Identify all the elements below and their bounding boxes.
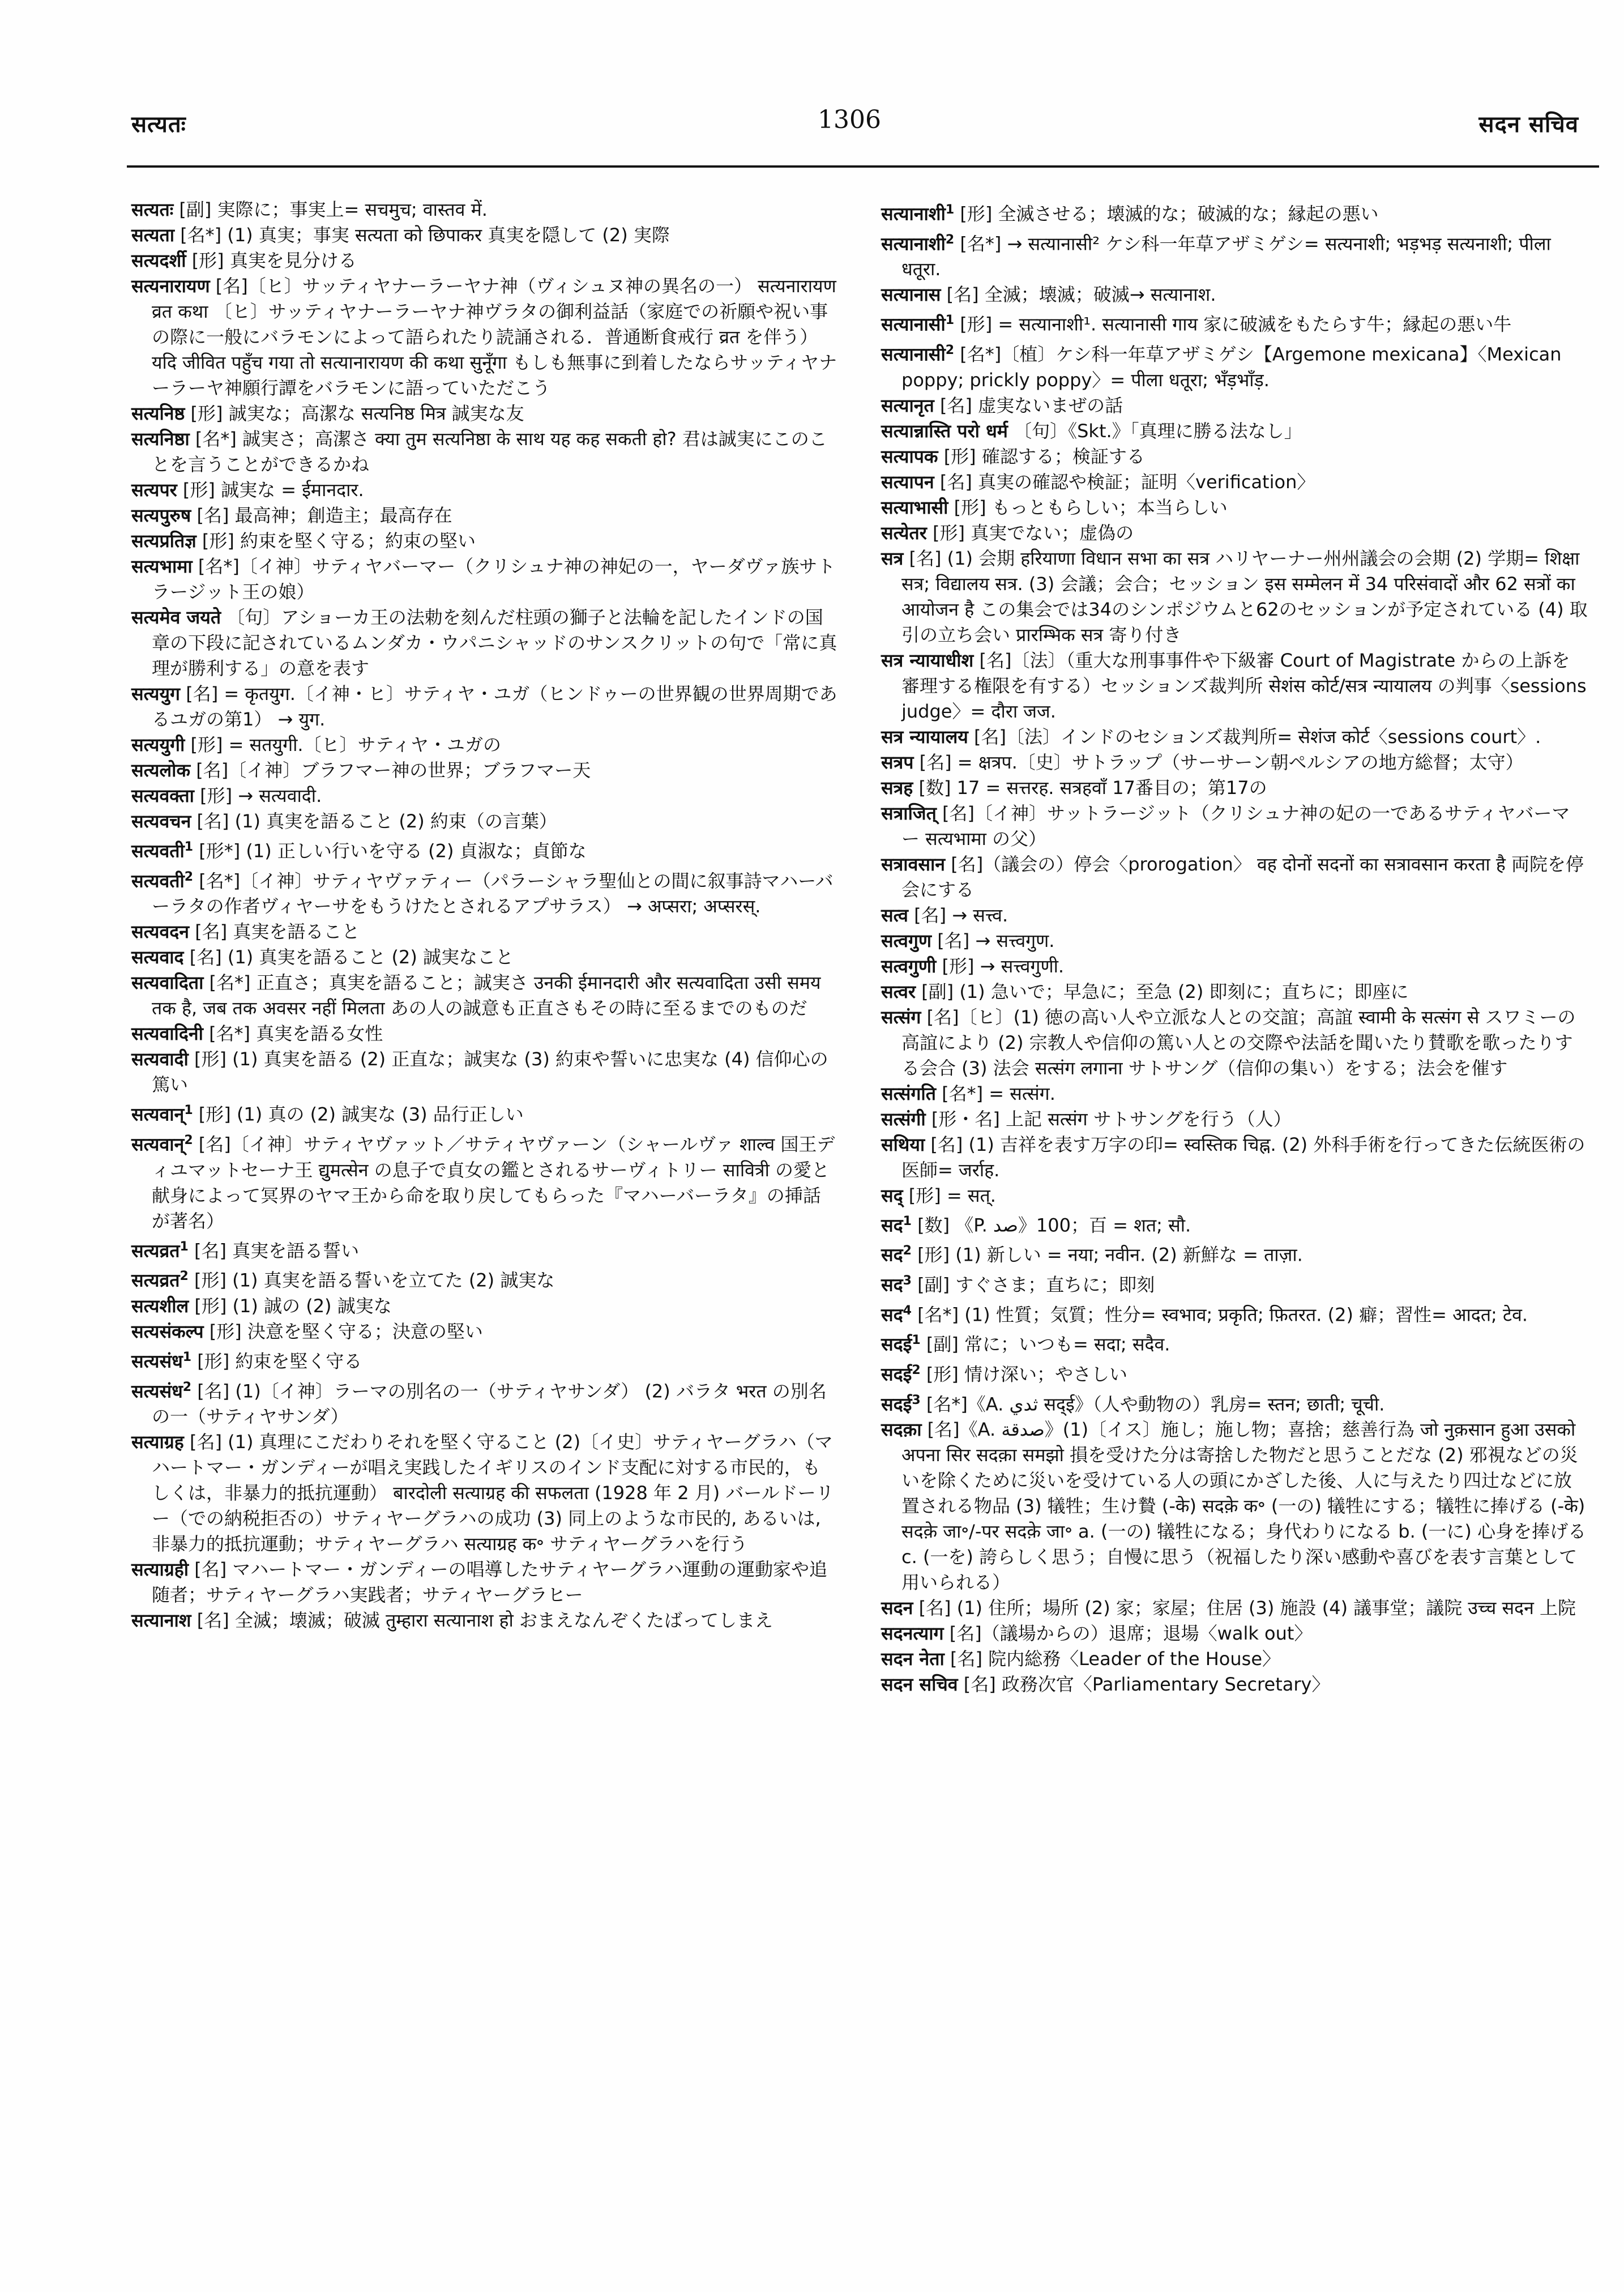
dictionary-entry [881, 775, 1588, 801]
headword: सत्यानासी [881, 313, 946, 335]
entry-body: [形] もっともらしい；本当らしい [948, 496, 1228, 518]
dictionary-entry [131, 223, 838, 248]
entry-body: [名*] (1) 真実；事実 सत्यता को छिपाकर 真実を隠して (2) 実際 [174, 224, 670, 246]
headword: सदन नेता [881, 1648, 945, 1670]
headword: सत्यप्रतिज्ञ [131, 530, 196, 552]
dictionary-entry [881, 338, 1588, 393]
entry-body: [形・名] 上記 सत्संग サトサングを行う（人） [925, 1108, 1292, 1130]
dictionary-entry [881, 1621, 1588, 1646]
dictionary-entry [131, 1429, 838, 1557]
headword: सत्यवादिनी [131, 1023, 203, 1045]
headword: सत्यभामा [131, 556, 193, 577]
headword: सत्यवती [131, 870, 185, 892]
entry-body: [副] 常に；いつも= सदा; सदैव. [920, 1333, 1170, 1355]
headword: सत्संगति [881, 1082, 936, 1104]
headword: सत्रावसान [881, 853, 946, 875]
headword: सत्वगुण [881, 929, 932, 951]
dictionary-entry [131, 681, 838, 732]
headword-superscript: 2 [903, 1244, 912, 1258]
dictionary-entry [881, 1328, 1588, 1358]
page-content [131, 197, 1588, 1697]
headword: सत्यनारायण [131, 275, 210, 297]
dictionary-entry [881, 1132, 1588, 1183]
dictionary-entry [131, 1264, 838, 1294]
headword: सत्संगी [881, 1108, 926, 1130]
dictionary-entry [131, 1319, 838, 1345]
headword: सत्यसंध [131, 1350, 183, 1372]
left-column [131, 197, 838, 1697]
headword-superscript: 2 [912, 1363, 921, 1377]
dictionary-entry [131, 1098, 838, 1128]
entry-body: [名] 全滅；壊滅；破滅→ सत्यानाश. [941, 284, 1216, 306]
dictionary-entry [881, 197, 1588, 227]
dictionary-entry [131, 197, 838, 223]
headword: सत्रह [881, 776, 913, 799]
headword: सदन सचिव [881, 1674, 958, 1696]
entry-body: [名]〔法〕（重大な刑事事件や下級審 Court of Magistrate からの上訴を審理する権限を有する）セッションズ裁判所 सेशंस कोर्ट/सत्र न्यायालय の判事〈sessions judge〉= दौरा जज. [901, 649, 1587, 722]
dictionary-entry [881, 852, 1588, 903]
headword: सदन [881, 1597, 913, 1619]
dictionary-entry [131, 1375, 838, 1430]
entry-body: [副] すぐさま；直ちに；即刻 [911, 1274, 1155, 1296]
dictionary-entry [131, 970, 838, 1021]
headword: सत्ययुगी [131, 734, 185, 756]
entry-body: [名*]〔イ神〕サティヤバーマー（クリシュナ神の神妃の一，ヤーダヴァ族サトラージット王の娘） [152, 556, 836, 603]
entry-body: [形] (1) 真実を語る誓いを立てた (2) 誠実な [188, 1269, 555, 1291]
headword-superscript: 2 [180, 1269, 189, 1284]
entry-body: [形] → सत्यवादी. [194, 785, 322, 806]
entry-body: [名]〔ヒ〕(1) 徳の高い人や立派な人との交誼；高誼 स्वामी के सत्संग से スワミーの高誼により (2) 宗教人や信仰の篤い人との交際や法話を聞いたり賛歌を歌ったりする会合 (3) 法会 सत्संग लगाना サトサング（信仰の集い）をする；法会を催す [901, 1006, 1576, 1079]
running-head-right: सदन सचिव [1478, 112, 1579, 138]
headword: सत्याग्रह [131, 1431, 184, 1453]
entry-body: [名] (1) 真実を語ること (2) 約束（の言葉） [191, 810, 557, 832]
entry-body: [名] → सत्त्वगुण. [931, 929, 1055, 951]
entry-body: [名]〔ヒ〕サッティヤナーラーヤナ神（ヴィシュヌ神の異名の一） सत्यनारायण व्रत कथा 〔ヒ〕サッティヤナーラーヤナ神ヴラタの御利益話（家庭での祈願や祝い事の際に一般にバラモンによって語られたり読誦される．普通断食戒行 व्रत を伴う） यदि जीवित पहुँच गया तो सत्यानारायण की कथा सुनूँगा もしも無事に到着したならサッティヤナーラーヤ神願行譚をバラモンに語っていただこう [152, 275, 837, 399]
entry-body: [形*] (1) 正しい行いを守る (2) 貞淑な；貞節な [193, 840, 587, 862]
entry-body: [名]〔法〕インドのセションズ裁判所= सेशंज कोर्ट〈sessions court〉. [968, 725, 1541, 748]
dictionary-entry [131, 919, 838, 945]
headword: सत्व [881, 904, 908, 926]
entry-body: [形] = सत्यानाशी¹. सत्यानासी गाय 家に破滅をもたらす牛；縁起の悪い牛 [954, 313, 1512, 335]
dictionary-entry [131, 945, 838, 970]
entry-body: [数] 《P. صد》100；百 = शत; सौ. [911, 1214, 1191, 1236]
headword: सत्यानासी [881, 343, 946, 365]
headword: सत्वर [881, 980, 916, 1002]
dictionary-entry [881, 1107, 1588, 1132]
headword: सत्यता [131, 224, 175, 246]
headword-superscript: 1 [912, 1333, 921, 1348]
dictionary-entry [881, 1646, 1588, 1672]
dictionary-entry [881, 1595, 1588, 1621]
dictionary-entry [131, 274, 838, 401]
dictionary-entry [881, 546, 1588, 648]
dictionary-entry [131, 477, 838, 503]
entry-body: [名] 最高神；創造主；最高存在 [191, 505, 452, 526]
headword: सद् [881, 1184, 903, 1206]
headword: सत्यवचन [131, 810, 191, 832]
headword: सद [881, 1244, 903, 1266]
headword: सत्राजित् [881, 802, 937, 824]
dictionary-entry [131, 401, 838, 426]
dictionary-entry [131, 783, 838, 809]
headword: सत्यापक [881, 445, 938, 467]
entry-body: [名] (1) 真実を語ること (2) 誠実なこと [183, 946, 514, 968]
dictionary-entry [881, 444, 1588, 470]
headword: सत्यवान् [131, 1103, 185, 1125]
dictionary-entry [881, 470, 1588, 495]
headword: सत्संग [881, 1006, 921, 1028]
headword: सत्यानाशी [881, 203, 946, 225]
headword: सत्यान्नास्ति परो धर्म [881, 420, 1008, 442]
entry-body: [名] (1) 真理にこだわりそれを堅く守ること (2)〔イ史〕サティヤーグラハ（マハートマー・ガンディーが唱え実践したイギリスのインド支配に対する市民的，もしくは，非暴力的抵抗運動） बारदोली सत्याग्रह की सफलता (1928 年 2 月) バールドーリー（での納税拒否の）サティヤーグラハの成功 (3) 同上のような市民的, あるいは, 非暴力的抵抗運動；サティヤーグラハ सत्याग्रह क॰ サティヤーグラハを行う [152, 1431, 834, 1555]
headword: सत्यलोक [131, 759, 191, 781]
dictionary-entry [131, 554, 838, 605]
headword: सत्याग्रही [131, 1559, 189, 1581]
entry-body: [形] (1) 真の (2) 誠実な (3) 品行正しい [193, 1103, 524, 1125]
entry-body: [名] 院内総務〈Leader of the House〉 [944, 1648, 1281, 1670]
entry-body: [名*] = सत्संग. [935, 1082, 1055, 1104]
headword: सत्यवान् [131, 1133, 185, 1155]
entry-body: [名*] (1) 性質；気質；性分= स्वभाव; प्रकृति; फ़ितरत. (2) 癖；習性= आदत; टेव. [911, 1304, 1528, 1326]
headword: सत्यनिष्ठा [131, 428, 190, 450]
entry-body: [名] (1) 住所；場所 (2) 家；家屋；住居 (3) 施設 (4) 議事堂；議院 उच्च सदन 上院 [913, 1597, 1576, 1619]
dictionary-entry [131, 503, 838, 528]
entry-body: [副] 実際に；事実上= सचमुच; वास्तव में. [173, 199, 488, 220]
entry-body: [形] → सत्त्वगुणी. [936, 955, 1065, 977]
dictionary-entry [881, 750, 1588, 775]
headword: सत्यवादिता [131, 972, 204, 994]
headword: सत्र [881, 547, 904, 569]
dictionary-entry [131, 248, 838, 274]
dictionary-entry [881, 801, 1588, 852]
headword: सत्यानास [881, 284, 941, 306]
dictionary-entry [881, 954, 1588, 979]
headword: सत्वगुणी [881, 955, 937, 977]
headword: सत्यनिष्ठ [131, 403, 185, 424]
entry-body: [形] 確認する；検証する [938, 445, 1145, 467]
dictionary-entry [881, 1209, 1588, 1239]
headword: सत्याभासी [881, 496, 948, 518]
headword: सत्यवती [131, 840, 185, 862]
dictionary-entry [131, 864, 838, 920]
dictionary-entry [881, 724, 1588, 750]
dictionary-entry [881, 419, 1588, 444]
entry-body: [形] 誠実な；高潔な सत्यनिष्ठ मित्र 誠実な友 [185, 403, 524, 424]
headword: सदई [881, 1333, 912, 1355]
dictionary-entry [881, 1417, 1588, 1595]
dictionary-entry [881, 227, 1588, 283]
headword-superscript: 2 [945, 343, 955, 357]
entry-body: [名] 真実の確認や検証；証明〈verification〉 [934, 471, 1315, 493]
entry-body: [名] 真実を語る誓い [188, 1240, 360, 1262]
right-column [881, 197, 1588, 1697]
headword: सत्यानाशी [881, 233, 946, 255]
dictionary-entry [881, 1358, 1588, 1388]
entry-body: [名*] 正直さ；真実を語ること；誠実さ उनकी ईमानदारी और सत्यवादिता उसी समय तक है, जब तक अवसर नहीं मिलता あの人の誠意も正直さもその時に至るまでのものだ [152, 972, 821, 1019]
headword-superscript: 2 [945, 232, 955, 247]
entry-body: [形] (1) 誠の (2) 誠実な [189, 1295, 392, 1317]
headword-superscript: 1 [945, 203, 955, 217]
dictionary-entry [131, 1294, 838, 1319]
entry-body: [名] 全滅；壊滅；破滅 तुम्हारा सत्यानाश हो おまえなんぞくたばってしまえ [191, 1610, 773, 1632]
entry-body: [名] (1) 会期 हरियाणा विधान सभा का सत्र ハリヤーナー州州議会の会期 (2) 学期= शिक्षा सत्र; विद्यालय सत्र. (3) 会議；会合；セッション इस सम्मेलन में 34 परिसंवादों और 62 सत्रों का आयोजन है この集会では34のシンポジウムと62のセッションが予定されている (4) 取引の立ち会い प्रारम्भिक सत्र 寄り付き [901, 547, 1588, 646]
headword: सत्रप [881, 751, 914, 773]
dictionary-entry [881, 1005, 1588, 1081]
entry-body: [名] → सत्त्व. [908, 904, 1008, 926]
entry-body: [名] = क्षत्रप.〔史〕サトラップ（サーサーン朝ペルシアの地方総督；太守） [913, 751, 1524, 773]
headword: सत्यव्रत [131, 1240, 180, 1262]
headword: सत्यदर्शी [131, 250, 186, 271]
entry-body: [名]〔イ神〕サットラージット（クリシュナ神の妃の一であるサティヤバーマー सत्यभामा の父） [901, 802, 1570, 850]
entry-body: [名*] → सत्यानासी² ケシ科一年草アザミゲシ= सत्यनाशी; भड़भड़ सत्यनाशी; पीला धतूरा. [901, 233, 1551, 280]
dictionary-entry [131, 605, 838, 681]
headword: सदई [881, 1363, 912, 1385]
entry-body: [名*]《A. ثدي सद्ई》（人や動物の）乳房= स्तन; छाती; चूची. [920, 1393, 1385, 1415]
headword: सत्यपुरुष [131, 505, 191, 526]
dictionary-entry [131, 426, 838, 477]
entry-body: [名]（議場からの）退席；退場〈walk out〉 [943, 1623, 1313, 1645]
entry-body: 〔句〕《Skt.》「真理に勝る法なし」 [1007, 420, 1302, 442]
headword: सथिया [881, 1133, 925, 1155]
headword: सदई [881, 1393, 912, 1415]
entry-body: [名] (1)〔イ神〕ラーマの別名の一（サティヤサンダ） (2) バラタ भरत の別名の一（サティヤサンダ） [152, 1380, 827, 1428]
entry-body: [形] 真実でない；虚偽の [926, 522, 1134, 544]
dictionary-entry [881, 648, 1588, 724]
headword: सत्र न्यायालय [881, 725, 968, 748]
headword-superscript: 2 [182, 1380, 192, 1394]
dictionary-entry [131, 1047, 838, 1098]
entry-body: [名] マハートマー・ガンディーの唱導したサティヤーグラハ運動の運動家や追随者；サティヤーグラハ実践者；サティヤーグラヒー [152, 1559, 827, 1606]
headword: सत्यसंकल्प [131, 1320, 204, 1342]
headword-superscript: 3 [903, 1273, 912, 1288]
entry-body: 〔句〕アショーカ王の法勅を刻んだ柱頭の獅子と法輪を記したインドの国章の下段に記されているムンダカ・ウパニシャッドのサンスクリットの句で「常に真理が勝利する」の意を表す [152, 607, 837, 679]
headword: सद [881, 1214, 903, 1236]
dictionary-entry [131, 732, 838, 758]
dictionary-entry [881, 928, 1588, 954]
headword: सत्यवादी [131, 1048, 189, 1070]
headword: सत्यापन [881, 471, 934, 493]
entry-body: [数] 17 = सत्तरह. सत्रहवाँ 17番目の；第17の [913, 776, 1267, 799]
dictionary-entry [881, 1672, 1588, 1697]
headword-superscript: 3 [912, 1393, 921, 1407]
entry-body: [形] 約束を堅く守る [191, 1350, 362, 1372]
headword-superscript: 2 [184, 1133, 193, 1147]
entry-body: [形] = सतयुगी.〔ヒ〕サティヤ・ユガの [185, 734, 501, 756]
entry-body: [名] 政務次官〈Parliamentary Secretary〉 [958, 1674, 1330, 1696]
dictionary-entry [881, 520, 1588, 546]
page-number: 1306 [818, 105, 881, 134]
entry-body: [副] (1) 急いで；早急に；至急 (2) 即刻に；直ちに；即座に [916, 980, 1409, 1002]
headword: सत्यव्रत [131, 1269, 180, 1291]
dictionary-entry [131, 1557, 838, 1608]
dictionary-entry [881, 1238, 1588, 1268]
headword: सत्यवक्ता [131, 785, 194, 806]
entry-body: [名] (1) 吉祥を表す万字の印= स्वस्तिक चिह्न. (2) 外科手術を行ってきた伝統医術の医師= जर्राह. [901, 1133, 1585, 1181]
headword: सत्यानृत [881, 394, 934, 416]
headword-superscript: 1 [184, 840, 194, 854]
entry-body: [名] 虚実ないまぜの話 [934, 394, 1123, 416]
headword: सत्यसंध [131, 1380, 183, 1402]
headword-superscript: 2 [184, 869, 194, 884]
dictionary-entry [881, 1183, 1588, 1209]
dictionary-entry [881, 1268, 1588, 1298]
headword: सद [881, 1304, 903, 1326]
dictionary-entry [881, 308, 1588, 338]
entry-body: [形] (1) 真実を語る (2) 正直な；誠実な (3) 約束や誓いに忠実な (4) 信仰心の篤い [152, 1048, 828, 1096]
headword: सत्ययुग [131, 683, 181, 705]
dictionary-entry [131, 834, 838, 864]
dictionary-entry [881, 282, 1588, 308]
dictionary-entry [131, 528, 838, 554]
headword: सद [881, 1274, 903, 1296]
entry-body: [形] (1) 新しい = नया; नवीन. (2) 新鮮な = ताज़ा. [911, 1244, 1303, 1266]
dictionary-entry [131, 809, 838, 834]
entry-body: [名*]〔イ神〕サティヤヴァティー（パラーシャラ聖仙との間に叙事詩マハーバーラタの作者ヴィヤーサをもうけたとされるアプサラス） → अप्सरा; अप्सरस्. [152, 870, 834, 917]
entry-body: [名]〔イ神〕ブラフマー神の世界；ブラフマー天 [190, 759, 591, 781]
headword: सत्यवदन [131, 921, 190, 943]
entry-body: [形] 真実を見分ける [186, 250, 357, 271]
dictionary-entry [881, 1388, 1588, 1418]
dictionary-entry [881, 393, 1588, 419]
entry-body: [名]〔イ神〕サティヤヴァット／サティヤヴァーン（シャールヴァ शाल्व 国王ディユマットセーナ王 द्युमत्सेन の息子で貞女の鑑とされるサーヴィトリー सावित्री の愛と献身によって冥界のヤマ王から命を取り戻してもらった『マハーバーラタ』の挿話が著名） [152, 1133, 835, 1232]
dictionary-entry [881, 1298, 1588, 1328]
dictionary-entry [131, 1234, 838, 1264]
entry-body: [名*] 誠実さ；高潔さ क्या तुम सत्यनिष्ठा के साथ यह कह सकती हो? 君は誠実にこのことを言うことができるかね [152, 428, 827, 475]
headword-superscript: 1 [182, 1350, 192, 1364]
headword: सत्यशील [131, 1295, 189, 1317]
headword-superscript: 1 [903, 1214, 912, 1228]
dictionary-entry [131, 1608, 838, 1633]
dictionary-entry [131, 1128, 838, 1234]
headword-superscript: 1 [945, 313, 955, 328]
dictionary-entry [881, 903, 1588, 928]
headword: सदनत्याग [881, 1623, 944, 1645]
headword: सत्यमेव जयते [131, 607, 221, 628]
entry-body: [形] 約束を堅く守る；約束の堅い [196, 530, 476, 552]
entry-body: [名]（議会の）停会〈prorogation〉 वह दोनों सदनों का सत्रावसान करता है 両院を停会にする [901, 853, 1584, 900]
headword: सत्र न्यायाधीश [881, 649, 974, 671]
headword-superscript: 1 [180, 1239, 189, 1254]
dictionary-entry [881, 1081, 1588, 1107]
entry-body: [形] 誠実な = ईमानदार. [177, 479, 364, 501]
entry-body: [名*]〔植〕ケシ科一年草アザミゲシ【Argemone mexicana】〈Mexican poppy; prickly poppy〉= पीला धतूरा; भँड़भाँड़. [901, 343, 1562, 391]
entry-body: [形] = सत्. [903, 1184, 996, 1206]
header-divider [127, 165, 1599, 168]
headword-superscript: 1 [184, 1103, 193, 1118]
dictionary-entry [881, 979, 1588, 1005]
dictionary-entry [131, 758, 838, 783]
entry-body: [名]《A. صدقة》(1)〔イス〕施し；施し物；喜捨；慈善行為 जो नुक़सान हुआ उसको अपना सिर सदक़ा समझो 損を受けた分は寄捨した物だと思うことだな (2) 邪視などの災いを除くために災いを受けている人の頭にかざした後、人に与えたり四辻などに放置される物品 (3) 犠牲；生け贄 (-के) सदक़े क॰ (一の) 犠牲にする；犠牲に捧げる (-के) सदक़े जा॰/-पर सदक़े जा॰ a. (一の) 犠牲になる；身代わりになる b. (一に) 心身を捧げる c. (一を) 誇らしく思う；自慢に思う（祝福したり深い感動や喜びを表す言葉として用いられる） [901, 1419, 1587, 1594]
running-head-left: सत्यतः [131, 112, 186, 138]
headword: सत्यपर [131, 479, 177, 501]
dictionary-entry [131, 1345, 838, 1375]
headword-superscript: 4 [903, 1303, 912, 1318]
headword: सत्यानाश [131, 1610, 191, 1632]
headword: सदक़ा [881, 1419, 922, 1441]
headword: सत्येतर [881, 522, 927, 544]
entry-body: [形] 決意を堅く守る；決意の堅い [203, 1320, 483, 1342]
entry-body: [名*] 真実を語る女性 [203, 1023, 383, 1045]
headword: सत्यतः [131, 199, 174, 220]
dictionary-entry [131, 1021, 838, 1047]
headword: सत्यवाद [131, 946, 184, 968]
dictionary-entry [881, 495, 1588, 520]
entry-body: [名] = कृतयुग.〔イ神・ヒ〕サティヤ・ユガ（ヒンドゥーの世界観の世界周期であるユガの第1） → युग. [152, 683, 837, 730]
entry-body: [名] 真実を語ること [189, 921, 360, 943]
entry-body: [形] 全滅させる；壊滅的な；破滅的な；縁起の悪い [954, 203, 1379, 225]
entry-body: [形] 情け深い；やさしい [920, 1363, 1127, 1385]
